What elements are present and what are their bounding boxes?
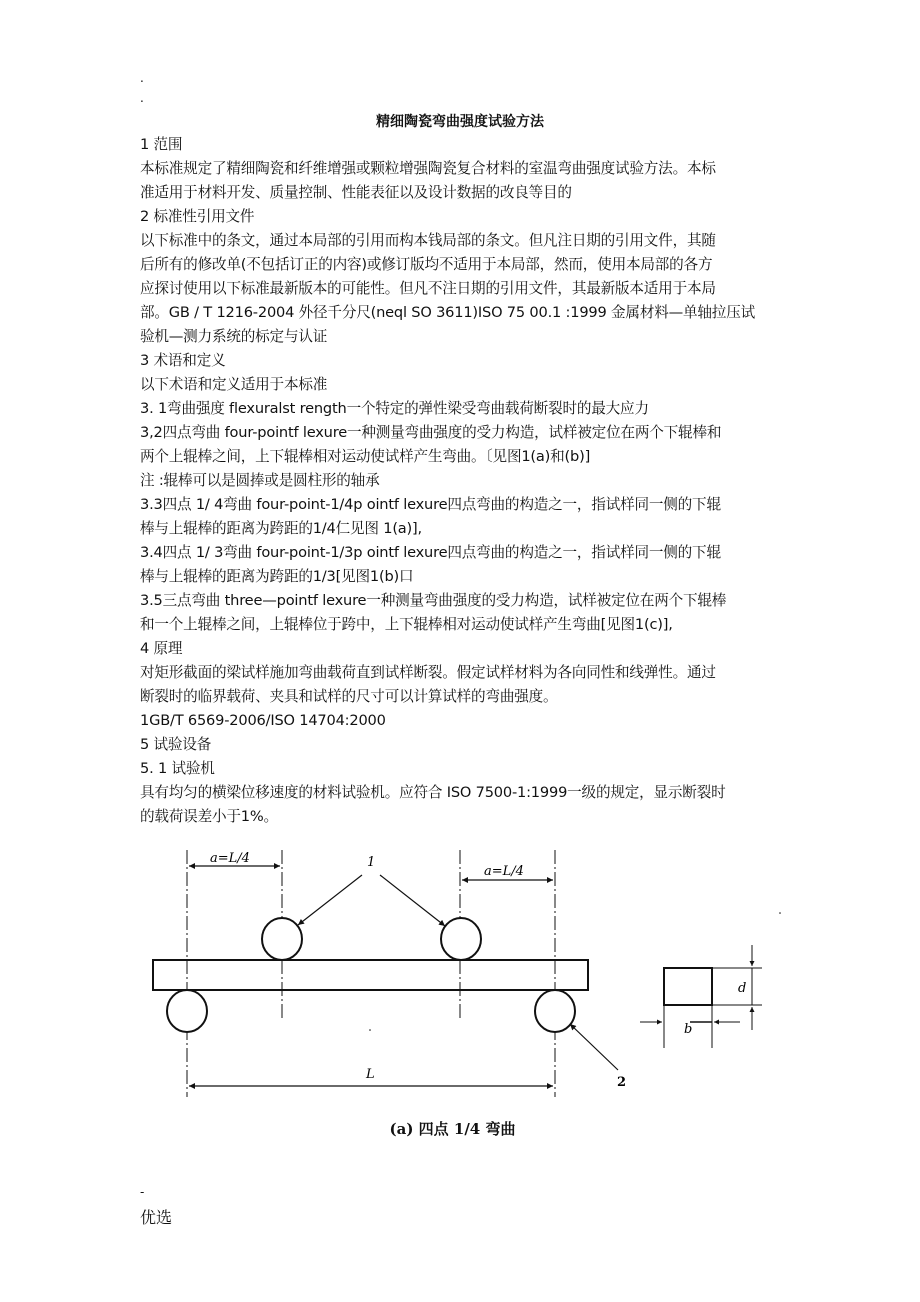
text-line: 1GB/T 6569-2006/ISO 14704:2000 [140, 712, 386, 729]
width-label: b [684, 1022, 693, 1037]
lower-roller [167, 990, 207, 1032]
footer-text: 优选 [140, 1208, 173, 1227]
text-line: 棒与上辊棒的距离为跨距的1/3[见图1(b)口 [140, 568, 414, 585]
stray-dot: . [140, 71, 144, 85]
upper-roller-label: 1 [367, 855, 376, 870]
lower-roller [535, 990, 575, 1032]
text-line: 部。GB / T 1216-2004 外径千分尺(neql SO 3611)ISO 75 00.1 :1999 金属材料—单轴拉压试 [140, 304, 755, 321]
text-line: 注 :辊棒可以是圆捧或是圆柱形的轴承 [140, 472, 380, 489]
text-line: 3.5三点弯曲 three—pointf lexure一种测量弯曲强度的受力构造，试样被定位在两个下辊棒 [140, 592, 727, 609]
dim-label-right: a=L/4 [484, 864, 524, 879]
text-line: 3.3四点 1/ 4弯曲 four-point-1/4p ointf lexure四点弯曲的构造之一，指试样同一侧的下辊 [140, 496, 721, 513]
document-title: 精细陶瓷弯曲强度试验方法 [376, 114, 544, 130]
text-line: 1 范围 [140, 136, 183, 153]
text-line: 以下标准中的条文，通过本局部的引用而构本钱局部的条文。但凡注日期的引用文件，其随 [140, 232, 716, 249]
text-line: 后所有的修改单(不包括订正的内容)或修订版均不适用于本局部，然而，使用本局部的各方 [140, 256, 713, 273]
text-line: 3.4四点 1/ 3弯曲 four-point-1/3p ointf lexure四点弯曲的构造之一，指试样同一侧的下辊 [140, 544, 721, 561]
text-line: 5. 1 试验机 [140, 760, 215, 777]
stray-dot [369, 1029, 371, 1031]
depth-label: d [738, 981, 747, 996]
text-line: 棒与上辊棒的距离为跨距的1/4仁见图 1(a)], [140, 520, 422, 537]
text-line: 本标准规定了精细陶瓷和纤维增强或颗粒增强陶瓷复合材料的室温弯曲强度试验方法。本标 [140, 160, 716, 177]
cross-section [640, 945, 762, 1048]
text-line: 2 标准性引用文件 [140, 208, 255, 225]
text-line: 对矩形截面的梁试样施加弯曲载荷直到试样断裂。假定试样材料为各向同性和线弹性。通过 [140, 664, 716, 681]
text-line: 以下术语和定义适用于本标准 [140, 376, 328, 393]
center-lines [187, 850, 555, 1097]
span-label: L [366, 1067, 375, 1082]
text-line: 3,2四点弯曲 four-pointf lexure一种测量弯曲强度的受力构造，试样被定位在两个下辊棒和 [140, 424, 722, 441]
text-line: 和一个上辊棒之间，上辊棒位于跨中，上下辊棒相对运动使试样产生弯曲[见图1(c)], [140, 616, 673, 633]
leader-line [380, 875, 445, 926]
footer-dash: - [140, 1185, 145, 1199]
upper-roller [262, 918, 302, 960]
stray-dot [779, 912, 781, 914]
text-line: 具有均匀的横梁位移速度的材料试验机。应符合 ISO 7500-1:1999一级的规定，显示断裂时 [140, 784, 726, 801]
lower-roller-label: 2 [617, 1075, 627, 1090]
text-line: 两个上辊棒之间，上下辊棒相对运动使试样产生弯曲。〔见图1(a)和(b)] [140, 448, 591, 465]
text-line: 3. 1弯曲强度 flexuralst rength一个特定的弹性梁受弯曲载荷断裂时的最大应力 [140, 400, 649, 417]
figure-caption: (a) 四点 1/4 弯曲 [389, 1120, 516, 1138]
text-line: 5 试验设备 [140, 736, 212, 753]
text-line: 验机—测力系统的标定与认证 [140, 328, 328, 345]
text-line: 的载荷误差小于1%。 [140, 808, 278, 825]
text-line: 应探讨使用以下标准最新版本的可能性。但凡不注日期的引用文件，其最新版本适用于本局 [140, 280, 716, 297]
stray-dot: . [140, 91, 144, 105]
specimen-beam [153, 960, 588, 990]
text-line: 4 原理 [140, 640, 183, 657]
text-line: 3 术语和定义 [140, 352, 226, 369]
leader-line [298, 875, 362, 925]
text-line: 准适用于材料开发、质量控制、性能表征以及设计数据的改良等目的 [140, 184, 572, 201]
leader-line [570, 1024, 618, 1070]
upper-roller [441, 918, 481, 960]
text-line: 断裂时的临界载荷、夹具和试样的尺寸可以计算试样的弯曲强度。 [140, 688, 558, 705]
rollers [167, 918, 575, 1032]
dim-label-left: a=L/4 [210, 851, 250, 866]
